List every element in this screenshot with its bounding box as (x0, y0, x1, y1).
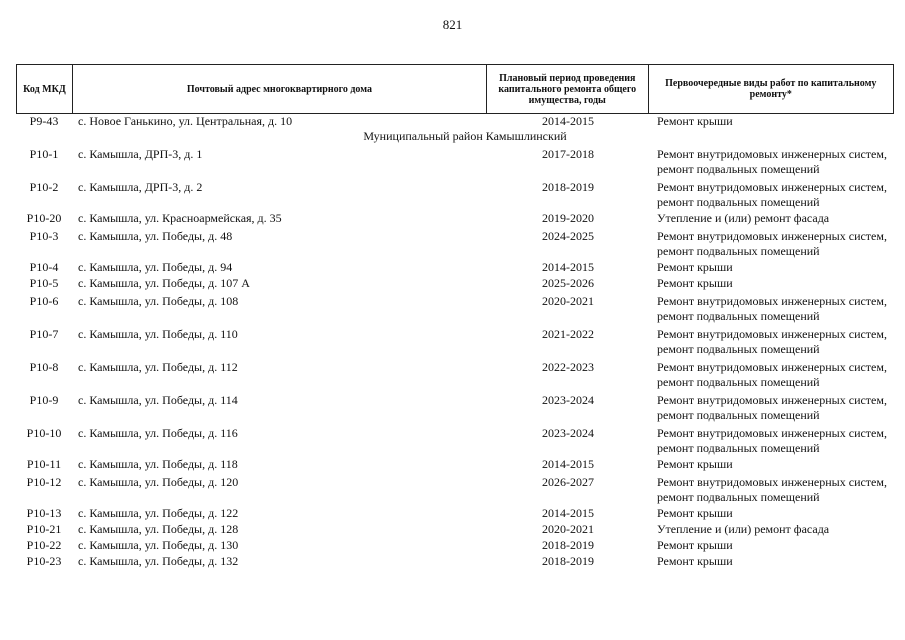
row-code: Р10-6 (29, 294, 59, 308)
table-row (16, 393, 894, 423)
row-code: Р10-10 (26, 426, 62, 440)
row-period: 2023-2024 (542, 426, 594, 440)
row-address: с. Камышла, ул. Победы, д. 48 (78, 229, 233, 243)
row-works-line: Ремонт внутридомовых инженерных систем, (657, 393, 887, 407)
row-address: с. Камышла, ул. Победы, д. 120 (78, 475, 239, 489)
row-works-line: ремонт подвальных помещений (657, 309, 820, 323)
row-works (649, 114, 894, 129)
header-code: Код МКД (17, 65, 73, 113)
row-works (649, 506, 894, 521)
row-period: 2022-2023 (542, 360, 594, 374)
row-works-line: Ремонт внутридомовых инженерных систем, (657, 426, 887, 440)
table-row (16, 211, 894, 226)
row-works-line: Ремонт внутридомовых инженерных систем, (657, 180, 887, 194)
row-address: с. Камышла, ул. Победы, д. 118 (78, 457, 238, 471)
row-works (649, 393, 894, 423)
row-address: с. Камышла, ул. Победы, д. 132 (78, 554, 239, 568)
row-period: 2014-2015 (542, 114, 594, 128)
row-period: 2019-2020 (542, 211, 594, 225)
table-row (16, 457, 894, 472)
row-code: Р10-7 (29, 327, 59, 341)
header-period: Плановый период проведения капитального ремонта общего имущества, годы (487, 65, 649, 113)
row-works-line: Ремонт внутридомовых инженерных систем, (657, 147, 887, 161)
table-row (16, 475, 894, 505)
header-address: Почтовый адрес многоквартирного дома (73, 65, 487, 113)
row-works-line: Ремонт внутридомовых инженерных систем, (657, 360, 887, 374)
row-code: Р10-3 (29, 229, 59, 243)
row-code: Р10-8 (29, 360, 59, 374)
row-works-line: Ремонт внутридомовых инженерных систем, (657, 229, 887, 243)
table-header (16, 64, 894, 114)
row-period: 2017-2018 (542, 147, 594, 161)
row-period: 2020-2021 (542, 294, 594, 308)
row-address: с. Новое Ганькино, ул. Центральная, д. 10 (78, 114, 293, 128)
row-works-line: ремонт подвальных помещений (657, 375, 820, 389)
row-address: с. Камышла, ул. Победы, д. 94 (78, 260, 233, 274)
row-period: 2014-2015 (542, 506, 594, 520)
table-body (16, 114, 894, 569)
row-works (649, 327, 894, 357)
row-period: 2024-2025 (542, 229, 594, 243)
row-works-line: ремонт подвальных помещений (657, 408, 820, 422)
row-code: Р10-22 (26, 538, 62, 552)
row-period: 2025-2026 (542, 276, 594, 290)
row-period: 2021-2022 (542, 327, 594, 341)
table-row (16, 294, 894, 324)
row-code: Р10-4 (29, 260, 59, 274)
table-row (16, 276, 894, 291)
row-address: с. Камышла, ул. Победы, д. 107 А (78, 276, 250, 290)
row-code: Р10-12 (26, 475, 62, 489)
row-works (649, 260, 894, 275)
row-works (649, 276, 894, 291)
row-code: Р10-21 (26, 522, 62, 536)
row-code: Р10-13 (26, 506, 62, 520)
row-works (649, 522, 894, 537)
row-works-line: ремонт подвальных помещений (657, 162, 820, 176)
row-address: с. Камышла, ул. Победы, д. 130 (78, 538, 239, 552)
district-heading: Муниципальный район Камышлинский (363, 129, 567, 143)
table-row (16, 229, 894, 259)
row-works-line: Утепление и (или) ремонт фасада (657, 522, 830, 536)
row-period: 2014-2015 (542, 260, 594, 274)
row-address: с. Камышла, ул. Победы, д. 114 (78, 393, 238, 407)
table-row (16, 114, 894, 129)
row-works-line: Ремонт крыши (657, 538, 733, 552)
row-works-line: Утепление и (или) ремонт фасада (657, 211, 830, 225)
row-address: с. Камышла, ДРП-3, д. 2 (78, 180, 203, 194)
row-code: Р10-11 (26, 457, 62, 471)
row-works-line: ремонт подвальных помещений (657, 342, 820, 356)
header-works: Первоочередные виды работ по капитальному ремонту* (665, 78, 877, 100)
row-works (649, 457, 894, 472)
row-address: с. Камышла, ул. Победы, д. 112 (78, 360, 238, 374)
table-row (16, 538, 894, 553)
row-works (649, 475, 894, 505)
table-row (16, 360, 894, 390)
row-address: с. Камышла, ул. Красноармейская, д. 35 (78, 211, 282, 225)
table-row (16, 180, 894, 210)
row-works-line: Ремонт крыши (657, 260, 733, 274)
row-works (649, 360, 894, 390)
table-row (16, 426, 894, 456)
table-row (16, 260, 894, 275)
row-code: Р9-43 (29, 114, 59, 128)
row-works (649, 229, 894, 259)
row-code: Р10-23 (26, 554, 62, 568)
row-period: 2026-2027 (542, 475, 594, 489)
row-code: Р10-1 (29, 147, 59, 161)
row-period: 2023-2024 (542, 393, 594, 407)
table-row (16, 147, 894, 177)
row-works (649, 147, 894, 177)
row-works-line: ремонт подвальных помещений (657, 244, 820, 258)
row-works-line: Ремонт крыши (657, 554, 733, 568)
row-works (649, 211, 894, 226)
page-number: 821 (442, 17, 463, 32)
row-works (649, 554, 894, 569)
row-works-line: Ремонт крыши (657, 114, 733, 128)
row-works-line: Ремонт внутридомовых инженерных систем, (657, 327, 887, 341)
row-address: с. Камышла, ул. Победы, д. 110 (78, 327, 238, 341)
row-address: с. Камышла, ул. Победы, д. 122 (78, 506, 239, 520)
row-works-line: Ремонт внутридомовых инженерных систем, (657, 294, 887, 308)
row-period: 2018-2019 (542, 538, 594, 552)
table-row (16, 327, 894, 357)
row-address: с. Камышла, ДРП-3, д. 1 (78, 147, 203, 161)
row-address: с. Камышла, ул. Победы, д. 108 (78, 294, 239, 308)
row-code: Р10-9 (29, 393, 59, 407)
row-period: 2020-2021 (542, 522, 594, 536)
row-works-line: Ремонт крыши (657, 506, 733, 520)
table-row (16, 506, 894, 521)
row-address: с. Камышла, ул. Победы, д. 128 (78, 522, 239, 536)
row-works-line: ремонт подвальных помещений (657, 195, 820, 209)
row-code: Р10-2 (29, 180, 59, 194)
row-works-line: Ремонт крыши (657, 276, 733, 290)
row-works (649, 180, 894, 210)
row-works (649, 294, 894, 324)
row-code: Р10-20 (26, 211, 62, 225)
row-works-line: Ремонт внутридомовых инженерных систем, (657, 475, 887, 489)
row-works (649, 538, 894, 553)
row-address: с. Камышла, ул. Победы, д. 116 (78, 426, 238, 440)
row-works-line: ремонт подвальных помещений (657, 490, 820, 504)
row-period: 2018-2019 (542, 554, 594, 568)
row-works (649, 426, 894, 456)
row-period: 2018-2019 (542, 180, 594, 194)
row-works-line: ремонт подвальных помещений (657, 441, 820, 455)
table-row (16, 522, 894, 537)
table-row (16, 554, 894, 569)
row-works-line: Ремонт крыши (657, 457, 733, 471)
row-code: Р10-5 (29, 276, 59, 290)
row-period: 2014-2015 (542, 457, 594, 471)
